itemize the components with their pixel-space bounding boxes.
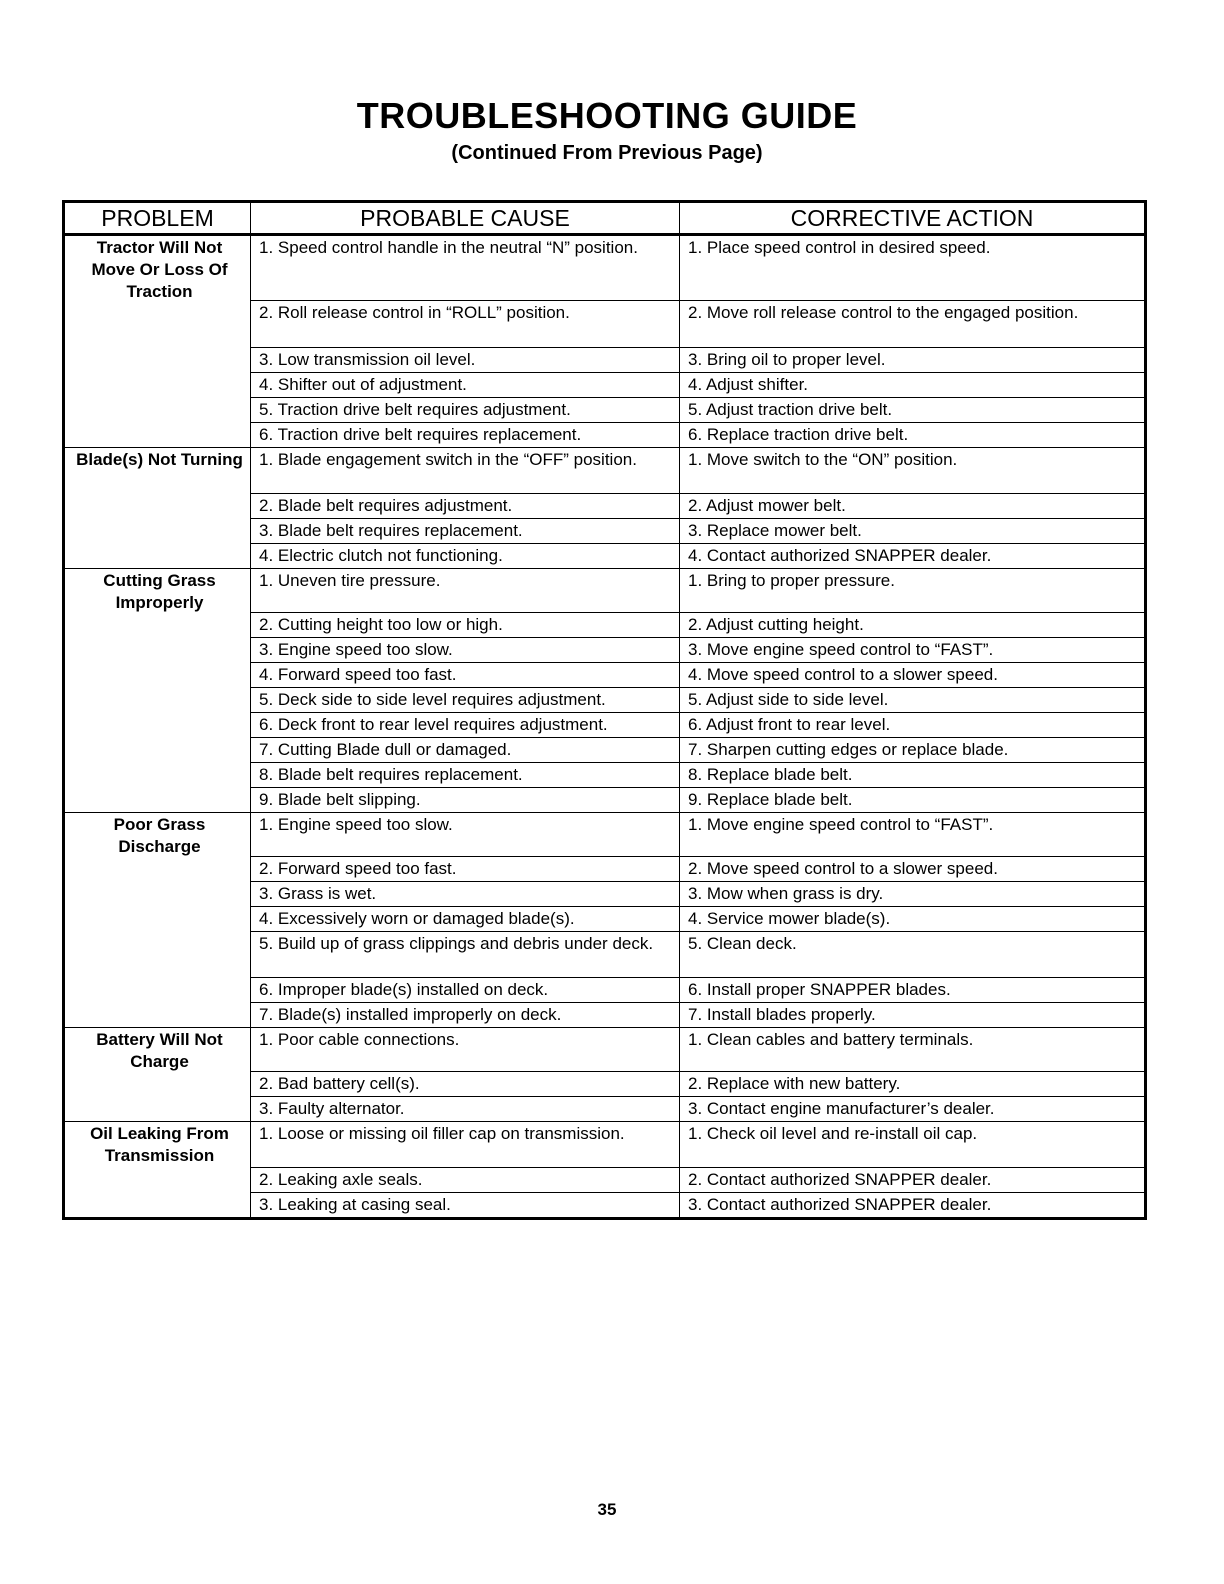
- action-text: 2. Replace with new battery.: [688, 1074, 901, 1093]
- action-text: 6. Replace traction drive belt.: [688, 425, 909, 444]
- header-probable-cause: PROBABLE CAUSE: [251, 202, 680, 235]
- cause-cell: [251, 978, 680, 1003]
- action-cell: [680, 907, 1146, 932]
- action-text: 3. Contact engine manufacturer’s dealer.: [688, 1099, 995, 1118]
- cause-cell: [251, 519, 680, 544]
- problem-cell: Blade(s) Not Turning: [64, 448, 251, 569]
- problem-cell: Tractor Will Not Move Or Loss Of Traction: [64, 235, 251, 448]
- action-cell: [680, 978, 1146, 1003]
- action-cell: [680, 494, 1146, 519]
- action-cell: [680, 373, 1146, 398]
- action-cell: [680, 857, 1146, 882]
- cause-text: 2. Forward speed too fast.: [259, 859, 457, 878]
- problem-cell: Cutting Grass Improperly: [64, 569, 251, 813]
- action-text: 4. Service mower blade(s).: [688, 909, 891, 928]
- action-text: 2. Adjust mower belt.: [688, 496, 846, 515]
- action-cell: [680, 1122, 1146, 1168]
- action-text: 4. Adjust shifter.: [688, 375, 809, 394]
- action-cell: [680, 348, 1146, 373]
- cause-text: 3. Blade belt requires replacement.: [259, 521, 523, 540]
- action-cell: [680, 788, 1146, 813]
- page-subtitle: (Continued From Previous Page): [451, 142, 763, 164]
- cause-text: 2. Bad battery cell(s).: [259, 1074, 420, 1093]
- cause-text: 6. Improper blade(s) installed on deck.: [259, 980, 549, 999]
- table-row: [64, 1122, 1146, 1168]
- cause-text: 1. Poor cable connections.: [259, 1030, 460, 1049]
- action-text: 3. Move engine speed control to “FAST”.: [688, 640, 994, 659]
- action-text: 5. Clean deck.: [688, 934, 797, 953]
- action-text: 3. Mow when grass is dry.: [688, 884, 884, 903]
- action-cell: [680, 1003, 1146, 1028]
- action-text: 2. Move speed control to a slower speed.: [688, 859, 998, 878]
- action-text: 3. Replace mower belt.: [688, 521, 862, 540]
- action-cell: [680, 882, 1146, 907]
- cause-text: 4. Electric clutch not functioning.: [259, 546, 503, 565]
- action-cell: [680, 713, 1146, 738]
- action-cell: [680, 301, 1146, 348]
- cause-cell: [251, 1003, 680, 1028]
- action-cell: [680, 423, 1146, 448]
- problem-cell: Oil Leaking From Transmission: [64, 1122, 251, 1219]
- table-row: [64, 1028, 1146, 1072]
- action-text: 4. Contact authorized SNAPPER dealer.: [688, 546, 992, 565]
- action-text: 3. Contact authorized SNAPPER dealer.: [688, 1195, 992, 1214]
- cause-text: 3. Leaking at casing seal.: [259, 1195, 451, 1214]
- cause-cell: [251, 713, 680, 738]
- cause-cell: [251, 301, 680, 348]
- cause-text: 2. Blade belt requires adjustment.: [259, 496, 513, 515]
- cause-cell: [251, 448, 680, 494]
- header-corrective-action: CORRECTIVE ACTION: [680, 202, 1146, 235]
- problem-cell: Poor Grass Discharge: [64, 813, 251, 1028]
- cause-text: 1. Loose or missing oil filler cap on transmission.: [259, 1124, 625, 1143]
- action-text: 6. Adjust front to rear level.: [688, 715, 891, 734]
- cause-cell: [251, 788, 680, 813]
- action-cell: [680, 519, 1146, 544]
- action-cell: [680, 813, 1146, 857]
- action-text: 5. Adjust traction drive belt.: [688, 400, 893, 419]
- cause-text: 4. Excessively worn or damaged blade(s).: [259, 909, 575, 928]
- cause-cell: [251, 1168, 680, 1193]
- cause-text: 3. Faulty alternator.: [259, 1099, 405, 1118]
- cause-cell: [251, 1072, 680, 1097]
- cause-text: 2. Cutting height too low or high.: [259, 615, 503, 634]
- action-text: 1. Check oil level and re-install oil cap.: [688, 1124, 978, 1143]
- action-text: 1. Bring to proper pressure.: [688, 571, 895, 590]
- cause-text: 8. Blade belt requires replacement.: [259, 765, 523, 784]
- cause-cell: [251, 613, 680, 638]
- cause-cell: [251, 688, 680, 713]
- cause-text: 5. Build up of grass clippings and debris under deck.: [259, 934, 654, 953]
- cause-cell: [251, 1193, 680, 1219]
- action-text: 2. Adjust cutting height.: [688, 615, 864, 634]
- cause-cell: [251, 398, 680, 423]
- action-cell: [680, 1097, 1146, 1122]
- action-text: 2. Move roll release control to the engaged position.: [688, 303, 1079, 322]
- action-cell: [680, 738, 1146, 763]
- cause-text: 2. Roll release control in “ROLL” position.: [259, 303, 570, 322]
- action-text: 1. Move engine speed control to “FAST”.: [688, 815, 994, 834]
- cause-text: 4. Shifter out of adjustment.: [259, 375, 467, 394]
- cause-cell: [251, 857, 680, 882]
- table-body: [64, 235, 1146, 1219]
- cause-text: 7. Blade(s) installed improperly on deck.: [259, 1005, 562, 1024]
- cause-cell: [251, 763, 680, 788]
- action-cell: [680, 688, 1146, 713]
- cause-text: 7. Cutting Blade dull or damaged.: [259, 740, 512, 759]
- cause-text: 1. Engine speed too slow.: [259, 815, 453, 834]
- table-header-row: [64, 202, 1146, 235]
- cause-cell: [251, 235, 680, 301]
- action-cell: [680, 638, 1146, 663]
- cause-cell: [251, 348, 680, 373]
- action-text: 9. Replace blade belt.: [688, 790, 853, 809]
- cause-text: 9. Blade belt slipping.: [259, 790, 421, 809]
- action-text: 1. Move switch to the “ON” position.: [688, 450, 958, 469]
- action-text: 1. Place speed control in desired speed.: [688, 238, 991, 257]
- cause-text: 2. Leaking axle seals.: [259, 1170, 423, 1189]
- action-cell: [680, 1168, 1146, 1193]
- action-cell: [680, 613, 1146, 638]
- page-number: 35: [597, 1500, 617, 1519]
- cause-text: 5. Traction drive belt requires adjustment.: [259, 400, 571, 419]
- cause-cell: [251, 423, 680, 448]
- cause-text: 6. Traction drive belt requires replacement.: [259, 425, 582, 444]
- action-cell: [680, 763, 1146, 788]
- cause-cell: [251, 882, 680, 907]
- action-text: 5. Adjust side to side level.: [688, 690, 889, 709]
- cause-text: 1. Blade engagement switch in the “OFF” position.: [259, 450, 637, 469]
- cause-cell: [251, 373, 680, 398]
- cause-text: 5. Deck side to side level requires adjustment.: [259, 690, 606, 709]
- cause-text: 3. Engine speed too slow.: [259, 640, 453, 659]
- header-problem: PROBLEM: [64, 202, 251, 235]
- cause-text: 1. Uneven tire pressure.: [259, 571, 441, 590]
- cause-cell: [251, 663, 680, 688]
- page-title: TROUBLESHOOTING GUIDE: [356, 95, 858, 136]
- cause-text: 3. Low transmission oil level.: [259, 350, 476, 369]
- action-text: 8. Replace blade belt.: [688, 765, 853, 784]
- action-cell: [680, 544, 1146, 569]
- action-text: 4. Move speed control to a slower speed.: [688, 665, 998, 684]
- cause-cell: [251, 1097, 680, 1122]
- action-text: 3. Bring oil to proper level.: [688, 350, 886, 369]
- cause-text: 3. Grass is wet.: [259, 884, 377, 903]
- action-cell: [680, 235, 1146, 301]
- action-cell: [680, 1193, 1146, 1219]
- cause-cell: [251, 907, 680, 932]
- table-row: [64, 235, 1146, 301]
- action-text: 1. Clean cables and battery terminals.: [688, 1030, 974, 1049]
- action-text: 7. Install blades properly.: [688, 1005, 876, 1024]
- cause-cell: [251, 1028, 680, 1072]
- cause-cell: [251, 638, 680, 663]
- table-row: [64, 448, 1146, 494]
- table-row: [64, 813, 1146, 857]
- cause-cell: [251, 494, 680, 519]
- action-cell: [680, 932, 1146, 978]
- problem-cell: Battery Will Not Charge: [64, 1028, 251, 1122]
- cause-cell: [251, 569, 680, 613]
- action-text: 7. Sharpen cutting edges or replace blade.: [688, 740, 1009, 759]
- cause-text: 6. Deck front to rear level requires adjustment.: [259, 715, 608, 734]
- cause-cell: [251, 813, 680, 857]
- action-cell: [680, 448, 1146, 494]
- cause-cell: [251, 1122, 680, 1168]
- action-cell: [680, 1072, 1146, 1097]
- cause-cell: [251, 738, 680, 763]
- action-cell: [680, 569, 1146, 613]
- action-text: 2. Contact authorized SNAPPER dealer.: [688, 1170, 992, 1189]
- action-cell: [680, 1028, 1146, 1072]
- troubleshooting-table: [62, 200, 1147, 1220]
- cause-text: 4. Forward speed too fast.: [259, 665, 457, 684]
- action-text: 6. Install proper SNAPPER blades.: [688, 980, 951, 999]
- table-row: [64, 569, 1146, 613]
- cause-cell: [251, 932, 680, 978]
- action-cell: [680, 398, 1146, 423]
- action-cell: [680, 663, 1146, 688]
- cause-text: 1. Speed control handle in the neutral “N” position.: [259, 238, 638, 257]
- cause-cell: [251, 544, 680, 569]
